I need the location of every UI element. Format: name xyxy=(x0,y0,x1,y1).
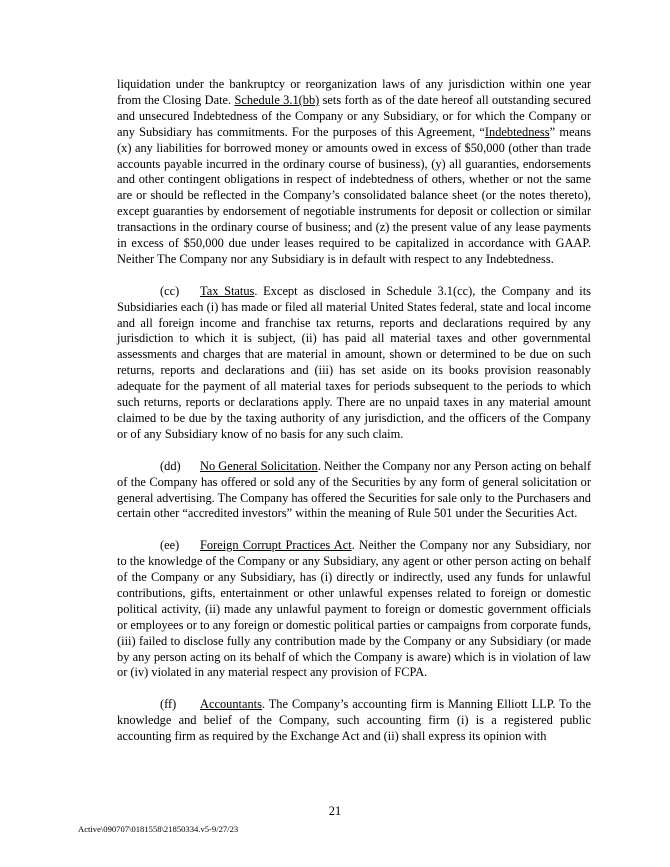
section-text: . Neither the Company nor any Subsidiary, nor to the knowledge of the Company or any Subsidiary, any agent or other person acting on behalf of the Company or any Subsidiary, has (i) directly or indirectly, used any funds for unlawful contributions, gifts, entertainment or other unlawful expenses related to foreign or domestic political activity, (ii) made any unlawful payment to foreign or domestic government officials or employees or to any foreign or domestic political parties or campaigns from corporate funds, (iii) failed to disclose fully any contribution made by the Company or any Subsidiary (or made by any person acting on its behalf of which the Company is aware) which is in violation of law or (iv) violated in any material respect any provision of FCPA. xyxy=(117,538,592,680)
section-heading: Foreign Corrupt Practices Act xyxy=(200,538,352,553)
body-text xyxy=(117,77,591,761)
section-cc xyxy=(117,284,591,443)
intro-text-2: sets forth as of the date hereof all outstanding secured and unsecured Indebtedness of the Company or any Subsidiary, or for which the Company or any Subsidiary has commitments. For the purposes of this Agreement, “ xyxy=(117,92,591,139)
page-number: 21 xyxy=(328,804,342,818)
section-heading: No General Solicitation xyxy=(200,458,318,473)
section-dd xyxy=(117,459,591,523)
schedule-reference: Schedule 3.1(bb) xyxy=(234,92,320,107)
section-ff xyxy=(117,697,591,745)
section-text: . Neither the Company nor any Person acting on behalf of the Company has offered or sold any of the Securities by any form of general solicitation or general advertising. The Company has offered the Securities for sale only to the Purchasers and certain other “accredited investors” within the meaning of Rule 501 under the Securities Act. xyxy=(117,458,591,521)
intro-text-1: liquidation under the bankruptcy or reorganization laws of any jurisdiction within one year from the Closing Date. xyxy=(117,77,591,107)
section-ee xyxy=(117,538,591,681)
section-text: . Except as disclosed in Schedule 3.1(cc), the Company and its Subsidiaries each (i) has made or filed all material United States federal, state and local income and all foreign income and franchise tax returns, reports and declarations required by any jurisdiction to which it is subject, (ii) has paid all material taxes and other governmental assessments and charges that are material in amount, shown or determined to be due on such returns, reports and declarations and (iii) has set aside on its books provision reasonably adequate for the payment of all material taxes for periods subsequent to the periods to which such returns, reports or declarations apply. There are no unpaid taxes in any material amount claimed to be due by the taxing authority of any jurisdiction, and the officers of the Company or of any Subsidiary know of no basis for any such claim. xyxy=(117,283,591,441)
section-number: (dd) xyxy=(160,458,181,473)
section-heading: Tax Status xyxy=(200,283,255,298)
section-heading: Accountants xyxy=(200,697,262,712)
footer-document-id: Active\090707\0181558\21850334.v5-9/27/23 xyxy=(78,824,239,834)
intro-text-3: ” means (x) any liabilities for borrowed money or amounts owed in excess of $50,000 (other than trade accounts payable incurred in the ordinary course of business), (y) all guaranties, endorsements and other contingent obligations in respect of indebtedness of others, whether or not the same are or should be reflected in the Company’s consolidated balance sheet (or the notes thereto), except guaranties by endorsement of negotiable instruments for deposit or collection or similar transactions in the ordinary course of business; and (z) the present value of any lease payments in excess of $50,000 due under leases required to be capitalized in accordance with GAAP. Neither The Company nor any Subsidiary is in default with respect to any Indebtedness. xyxy=(117,124,591,266)
indebtedness-paragraph xyxy=(117,77,591,268)
defined-term-indebtedness: Indebtedness xyxy=(484,124,550,139)
section-number: (ee) xyxy=(160,538,180,553)
section-number: (cc) xyxy=(160,283,180,298)
section-number: (ff) xyxy=(160,697,177,712)
section-text: . The Company’s accounting firm is Manning Elliott LLP. To the knowledge and belief of the Company, such accounting firm (i) is a registered public accounting firm as required by the Exchange Act and (ii) shall express its opinion with xyxy=(117,697,591,744)
